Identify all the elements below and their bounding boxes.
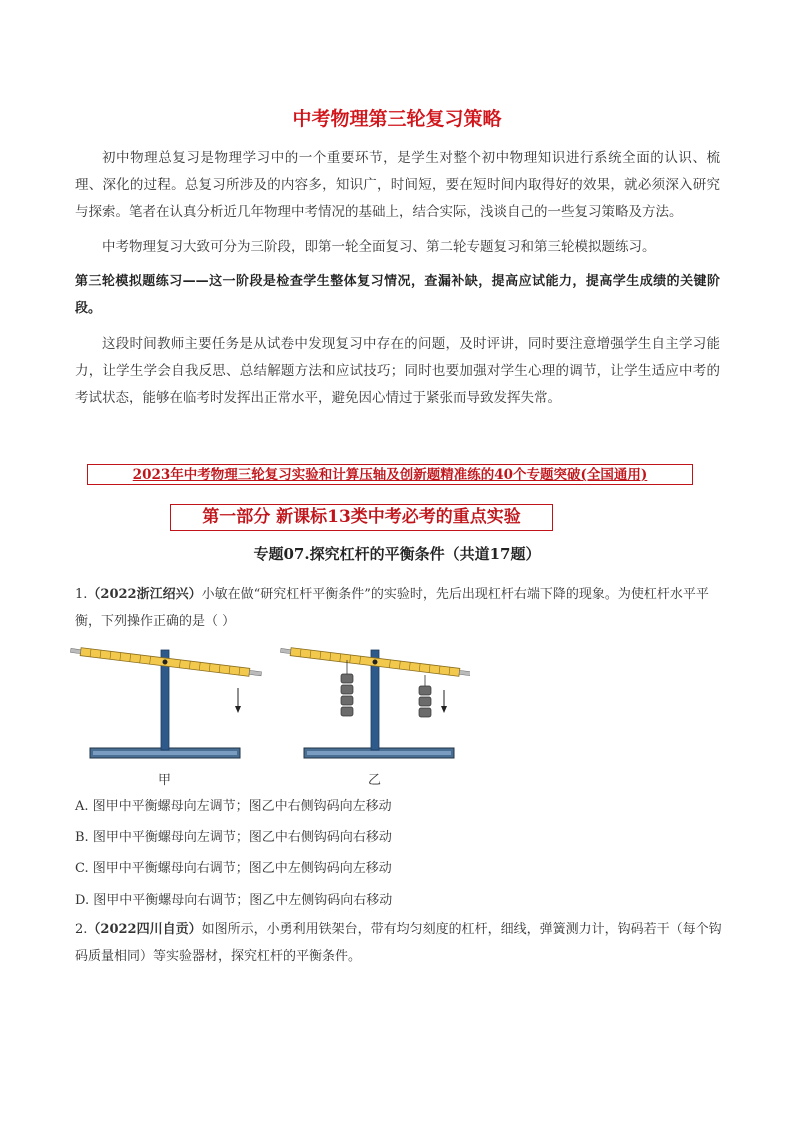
page-title: 中考物理第三轮复习策略 bbox=[292, 108, 502, 130]
option-b: B. 图甲中平衡螺母向左调节；图乙中右侧钩码向右移动 bbox=[75, 830, 392, 845]
lever-figures bbox=[70, 640, 470, 790]
intro-paragraph-3: 第三轮模拟题练习——这一阶段是检查学生整体复习情况，查漏补缺，提高应试能力，提高学生成绩的关键阶段。 bbox=[75, 274, 720, 316]
question-source: （2022四川自贡） bbox=[87, 922, 202, 937]
option-a: A. 图甲中平衡螺母向左调节；图乙中右侧钩码向左移动 bbox=[75, 799, 392, 814]
intro-paragraph-1: 初中物理总复习是物理学习中的一个重要环节，是学生对整个初中物理知识进行系统全面的认识、梳理、深化的过程。总复习所涉及的内容多，知识广，时间短，要在短时间内取得好的效果，就必须深入研究与探索。笔者在认真分析近几年物理中考情况的基础上，结合实际，浅谈自己的一些复习策略及方法。 bbox=[75, 150, 720, 220]
figure-caption-jia: 甲 bbox=[158, 773, 172, 788]
lever-diagram-yi bbox=[280, 646, 470, 758]
lever-diagram-jia bbox=[70, 646, 262, 758]
question-number: 2. bbox=[75, 922, 88, 937]
topic-title: 专题07.探究杠杆的平衡条件（共道17题） bbox=[253, 545, 541, 563]
option-c: C. 图甲中平衡螺母向右调节；图乙中左侧钩码向左移动 bbox=[75, 861, 392, 876]
question-source: （2022浙江绍兴） bbox=[87, 587, 202, 602]
question-1 bbox=[75, 581, 725, 635]
question-2 bbox=[75, 916, 725, 970]
question-text: 小敏在做“研究杠杆平衡条件”的实验时，先后出现杠杆右端下降的现象。为使杠杆水平平衡，下列操作正确的是（ ） bbox=[75, 587, 709, 629]
figure-caption-yi: 乙 bbox=[368, 773, 382, 788]
question-text: 如图所示，小勇利用铁架台，带有均匀刻度的杠杆，细线，弹簧测力计，钩码若干（每个钩码质量相同）等实验器材，探究杠杆的平衡条件。 bbox=[75, 922, 722, 964]
question-number: 1. bbox=[75, 587, 88, 602]
intro-paragraph-4: 这段时间教师主要任务是从试卷中发现复习中存在的问题，及时评讲，同时要注意增强学生自主学习能力，让学生学会自我反思、总结解题方法和应试技巧；同时也要加强对学生心理的调节，让学生适应中考的考试状态，能够在临考时发挥出正常水平，避免因心情过于紧张而导致发挥失常。 bbox=[75, 336, 720, 406]
intro-paragraph-2: 中考物理复习大致可分为三阶段，即第一轮全面复习、第二轮专题复习和第三轮模拟题练习。 bbox=[102, 239, 656, 255]
part-title: 第一部分 新课标13类中考必考的重点实验 bbox=[170, 504, 553, 531]
option-d: D. 图甲中平衡螺母向右调节；图乙中左侧钩码向右移动 bbox=[75, 893, 393, 908]
series-banner: 2023年中考物理三轮复习实验和计算压轴及创新题精准练的40个专题突破(全国通用) bbox=[87, 464, 693, 485]
